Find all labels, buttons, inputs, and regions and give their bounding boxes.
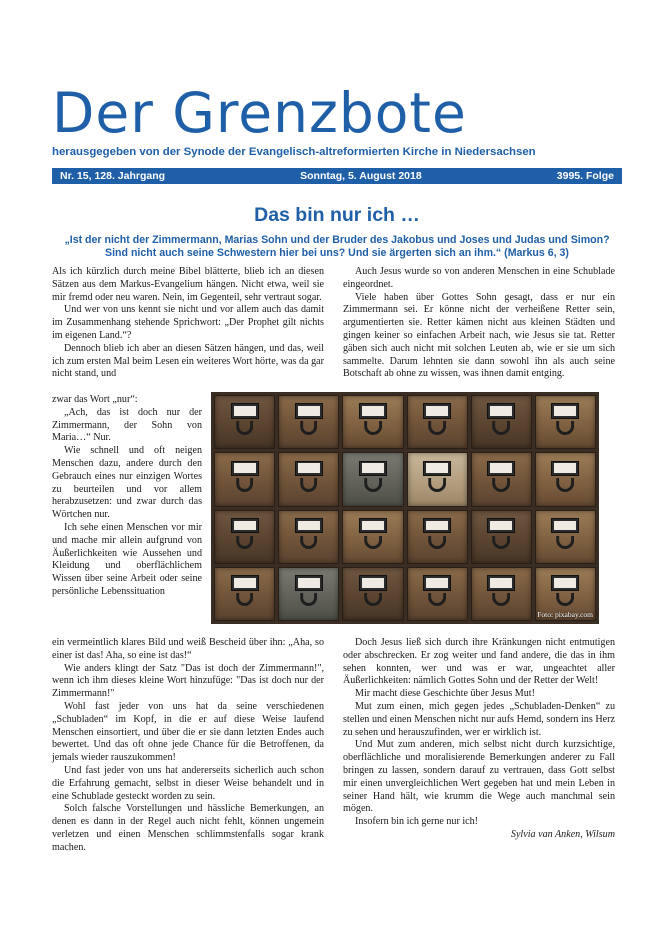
paragraph: Als ich kürzlich durch meine Bibel blätterte, blieb ich an diesen Sätzen aus dem Markus-Evangelium hängen. Nicht etwa, weil sie mir fremd oder neu waren. Nein, im Gegenteil, sehr vertraut sogar. <box>52 266 324 303</box>
paragraph: Mut zum einen, mich gegen jedes „Schubladen-Denken“ zu stellen und einen Menschen nicht nur aufs Hemd, sondern ins Herz zu sehen und herauszufinden, wer er wirklich ist. <box>343 700 615 738</box>
drawer-grid <box>211 392 599 624</box>
catalog-drawer <box>471 510 532 564</box>
catalog-drawer <box>214 395 275 449</box>
label-card <box>426 521 448 531</box>
drawer-pull-icon <box>428 593 446 607</box>
label-card <box>234 406 256 416</box>
article-bible-quote: „Ist der nicht der Zimmermann, Marias Sohn und der Bruder des Jakobus und Joses und Judas und Simon? Sind nicht auch seine Schwestern hier bei uns? Und sie ärgerten sich an ihm.“ (Markus 6, 3) <box>64 234 610 259</box>
photo-credit: Foto: pixabay.com <box>537 610 593 619</box>
column-1-top <box>52 266 324 381</box>
column-1-bottom <box>52 637 324 855</box>
catalog-drawer <box>471 395 532 449</box>
drawer-pull-icon <box>428 421 446 435</box>
paragraph: Mir macht diese Geschichte über Jesus Mut! <box>355 688 535 700</box>
drawer-pull-icon <box>492 421 510 435</box>
drawer-pull-icon <box>364 478 382 492</box>
catalog-drawer <box>342 510 403 564</box>
label-card <box>298 463 320 473</box>
label-card <box>490 578 512 588</box>
catalog-drawer <box>471 452 532 506</box>
paragraph: Wie schnell und oft neigen Menschen dazu, andere durch den Gebrauch eines nur einzigen Wortes zu beurteilen und vor allem herabzusetzen: und zwar durch das Wörtchen nur. <box>52 445 202 521</box>
catalog-drawer <box>407 452 468 506</box>
label-card <box>298 578 320 588</box>
label-holder-icon <box>295 575 323 591</box>
catalog-drawer <box>535 510 596 564</box>
label-card <box>298 521 320 531</box>
drawer-pull-icon <box>300 421 318 435</box>
drawer-pull-icon <box>492 593 510 607</box>
label-card <box>554 463 576 473</box>
catalog-drawer <box>342 567 403 621</box>
label-holder-icon <box>295 461 323 477</box>
issue-sequence: 3995. Folge <box>556 170 614 182</box>
catalog-drawer <box>278 510 339 564</box>
drawer-pull-icon <box>492 536 510 550</box>
drawer-pull-icon <box>492 478 510 492</box>
catalog-drawer <box>471 567 532 621</box>
label-holder-icon <box>359 403 387 419</box>
drawer-pull-icon <box>428 478 446 492</box>
catalog-drawer <box>214 567 275 621</box>
drawer-pull-icon <box>236 478 254 492</box>
drawer-pull-icon <box>428 536 446 550</box>
paragraph: Auch Jesus wurde so von anderen Menschen in eine Schublade eingeordnet. <box>343 266 615 290</box>
paragraph: Solch falsche Vorstellungen und hässliche Bemerkungen, an denen es dann in der Regel auch nicht fehlt, können ungemein verletzen und einen Menschen schlimmstenfalls sogar krank machen. <box>52 803 324 853</box>
label-card <box>554 406 576 416</box>
column-1-narrow <box>52 394 202 599</box>
paragraph: Und wer von uns kennt sie nicht und vor allem auch das damit im Zusammenhang stehende Sprichwort: „Der Prophet gilt nichts im eigenen Land.“? <box>52 304 324 341</box>
catalog-drawer <box>214 452 275 506</box>
label-holder-icon <box>231 461 259 477</box>
drawer-pull-icon <box>236 421 254 435</box>
drawer-pull-icon <box>364 421 382 435</box>
paragraph: ein vermeintlich klares Bild und weiß Bescheid über ihn: „Aha, so einer ist das! Aha, so eine ist das!“ <box>52 637 324 661</box>
catalog-drawer <box>535 395 596 449</box>
paragraph: Viele haben über Gottes Sohn gesagt, dass er nur ein Zimmermann sei. Er könne nicht der verheißene Retter sein, argumentierten sie. Retter kämen nicht aus kleinen Städten und gingen keiner so einfachen Arbeit nach, wie Jesus sie tat. Retter gäben sich auch nicht mit solchen Leuten ab, wie er sie um sich sammelte. Darum lehnten sie dann sowohl ihn als auch seine Botschaft ab ohne zu wissen, was ihnen damit entging. <box>343 291 615 380</box>
label-holder-icon <box>551 461 579 477</box>
label-holder-icon <box>295 518 323 534</box>
paragraph: „Ach, das ist doch nur der Zimmermann, der Sohn von Maria…“ Nur. <box>52 406 202 444</box>
newspaper-title: Der Grenzbote <box>52 81 467 145</box>
paragraph: Und Mut zum anderen, mich selbst nicht durch kurzsichtige, oberflächliche und moralisierende Bemerkungen anderer zu Fall bringen zu lassen, sondern darauf zu vertrauen, dass Gott selbst mir einen unvergleichlichen Wert gegeben hat und mein Leben in seiner Hand hält, wie krumm die Wege auch manchmal sein mögen. <box>343 739 615 815</box>
paragraph: zwar das Wort „nur“: <box>52 394 138 405</box>
paragraph: Ich sehe einen Menschen vor mir und mache mir allein aufgrund von Äußerlichkeiten wie Aussehen und Kleidung und oberflächlichem Wissen über seine Arbeit oder seine persönliche Lebenssituation <box>52 521 202 597</box>
drawer-pull-icon <box>236 593 254 607</box>
label-holder-icon <box>231 403 259 419</box>
drawer-pull-icon <box>557 421 575 435</box>
column-2-bottom <box>343 637 615 842</box>
label-card <box>362 521 384 531</box>
paragraph: Doch Jesus ließ sich durch ihre Kränkungen nicht entmutigen oder abschrecken. Er zog weiter und fand andere, die das in ihm sehen konnten, wer und was er war, ungeachtet aller Äußerlichkeiten: nämlich Gottes Sohn und der Retter der Welt! <box>343 637 615 687</box>
label-card <box>234 578 256 588</box>
author-signature: Sylvia van Anken, Wilsum <box>510 828 615 840</box>
catalog-drawer <box>278 395 339 449</box>
catalog-drawer <box>214 510 275 564</box>
catalog-drawer <box>407 395 468 449</box>
issue-number: Nr. 15, 128. Jahrgang <box>60 170 166 182</box>
card-catalog-drawers-photo <box>211 392 599 624</box>
drawer-pull-icon <box>364 536 382 550</box>
catalog-drawer <box>342 452 403 506</box>
drawer-pull-icon <box>557 593 575 607</box>
label-card <box>362 463 384 473</box>
label-card <box>426 406 448 416</box>
label-holder-icon <box>487 575 515 591</box>
label-card <box>234 521 256 531</box>
label-card <box>490 463 512 473</box>
label-holder-icon <box>359 461 387 477</box>
catalog-drawer <box>342 395 403 449</box>
label-card <box>554 521 576 531</box>
paragraph: Wie anders klingt der Satz "Das ist doch der Zimmermann!", wenn ich ihm dieses kleine Wort hinzufüge: "Das ist doch nur der Zimmermann!" <box>52 662 324 700</box>
drawer-pull-icon <box>300 593 318 607</box>
newspaper-subtitle: herausgegeben von der Synode der Evangelisch-altreformierten Kirche in Niedersachsen <box>52 146 536 158</box>
issue-date: Sonntag, 5. August 2018 <box>300 170 422 182</box>
label-holder-icon <box>551 575 579 591</box>
paragraph: Und fast jeder von uns hat andererseits sicherlich auch schon die Erfahrung gemacht, selbst in dieser Weise behandelt und in eine Schublade gesteckt worden zu sein. <box>52 764 324 802</box>
label-card <box>426 578 448 588</box>
catalog-drawer <box>535 452 596 506</box>
label-holder-icon <box>423 518 451 534</box>
drawer-pull-icon <box>300 536 318 550</box>
label-card <box>362 578 384 588</box>
label-card <box>426 463 448 473</box>
label-holder-icon <box>359 575 387 591</box>
label-card <box>234 463 256 473</box>
column-2-top <box>343 266 615 381</box>
drawer-pull-icon <box>557 536 575 550</box>
article-headline: Das bin nur ich … <box>254 204 420 226</box>
label-card <box>554 578 576 588</box>
paragraph: Wohl fast jeder von uns hat da seine verschiedenen „Schubladen“ im Kopf, in die er auf diese Weise laufend Menschen einsortiert, und über die er sie dann letzten Endes auch bewertet. Und das oft ohne jede Chance für die Betroffenen, da jemals wieder rauszukommen! <box>52 700 324 764</box>
label-holder-icon <box>295 403 323 419</box>
paragraph: Insofern bin ich gerne nur ich! <box>355 816 479 828</box>
label-holder-icon <box>423 403 451 419</box>
catalog-drawer <box>407 510 468 564</box>
catalog-drawer <box>278 452 339 506</box>
paragraph: Dennoch blieb ich aber an diesen Sätzen hängen, und das, weil ich zum ersten Mal beim Lesen ein weiteres Wort hörte, was da gar nicht stand, und <box>52 342 324 380</box>
label-holder-icon <box>487 518 515 534</box>
label-card <box>490 406 512 416</box>
drawer-pull-icon <box>557 478 575 492</box>
label-holder-icon <box>231 575 259 591</box>
masthead <box>52 83 622 158</box>
label-holder-icon <box>551 518 579 534</box>
catalog-drawer <box>278 567 339 621</box>
label-holder-icon <box>231 518 259 534</box>
catalog-drawer <box>407 567 468 621</box>
label-holder-icon <box>487 403 515 419</box>
label-card <box>362 406 384 416</box>
label-holder-icon <box>423 575 451 591</box>
label-holder-icon <box>551 403 579 419</box>
issue-bar <box>52 168 622 184</box>
label-holder-icon <box>487 461 515 477</box>
drawer-pull-icon <box>364 593 382 607</box>
label-card <box>298 406 320 416</box>
drawer-pull-icon <box>300 478 318 492</box>
label-holder-icon <box>423 461 451 477</box>
label-card <box>490 521 512 531</box>
label-holder-icon <box>359 518 387 534</box>
drawer-pull-icon <box>236 536 254 550</box>
